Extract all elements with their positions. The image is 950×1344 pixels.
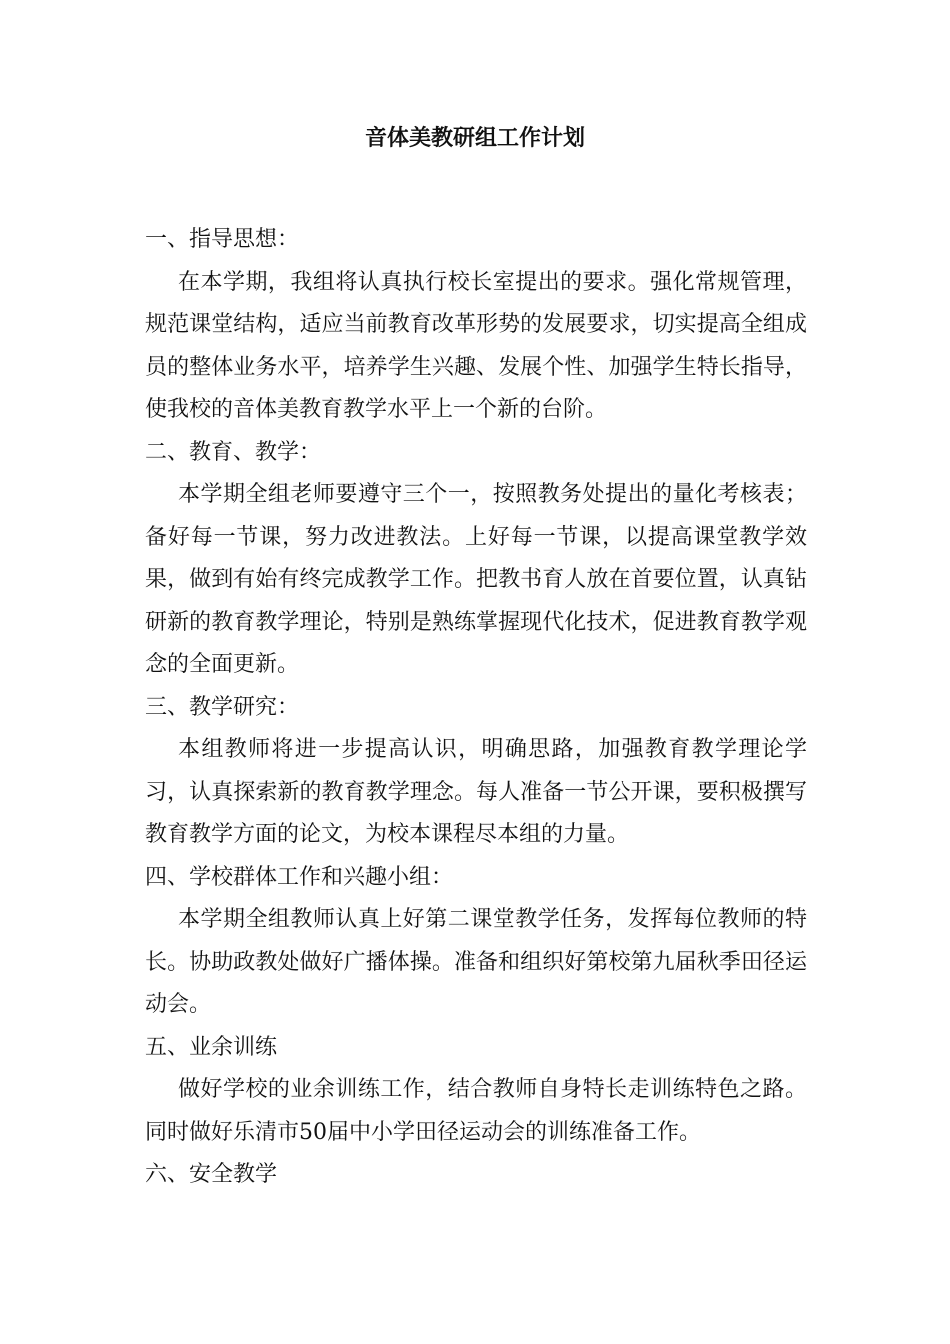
section-heading-group-activities: 四、学校群体工作和兴趣小组： (145, 864, 454, 890)
section-paragraph-guiding-ideology: 在本学期，我组将认真执行校长室提出的要求。强化常规管理，规范课堂结构，适应当前教育改革形势的发展要求，切实提高全组成员的整体业务水平，培养学生兴趣、发展个性、加强学生特长指导，使我校的音体美教育教学水平上一个新的台阶。 (145, 269, 807, 422)
section-heading-education-teaching: 二、教育、教学： (145, 439, 322, 465)
section-heading-teaching-research: 三、教学研究： (145, 694, 300, 720)
section-heading-safety-teaching: 六、安全教学 (145, 1162, 278, 1187)
section-heading-amateur-training: 五、业余训练 (145, 1034, 278, 1060)
section-heading-guiding-ideology: 一、指导思想： (145, 227, 300, 252)
document-title: 音体美教研组工作计划 (364, 125, 585, 151)
section-paragraph-education-teaching: 本学期全组老师要遵守三个一，按照教务处提出的量化考核表；备好每一节课，努力改进教法。上好每一节课，以提高课堂教学效果，做到有始有终完成教学工作。把教书育人放在首要位置，认真钻研新的教育教学理论，特别是熟练掌握现代化技术，促进教育教学观念的全面更新。 (145, 482, 807, 677)
document-body (145, 219, 807, 1197)
section-paragraph-group-activities: 本学期全组教师认真上好第二课堂教学任务，发挥每位教师的特长。协助政教处做好广播体操。准备和组织好第校第九届秋季田径运动会。 (145, 907, 807, 1017)
section-paragraph-teaching-research: 本组教师将进一步提高认识，明确思路，加强教育教学理论学习，认真探索新的教育教学理念。每人准备一节公开课，要积极撰写教育教学方面的论文，为校本课程尽本组的力量。 (145, 737, 807, 847)
section-paragraph-amateur-training: 做好学校的业余训练工作，结合教师自身特长走训练特色之路。同时做好乐清市50届中小学田径运动会的训练准备工作。 (145, 1077, 807, 1145)
